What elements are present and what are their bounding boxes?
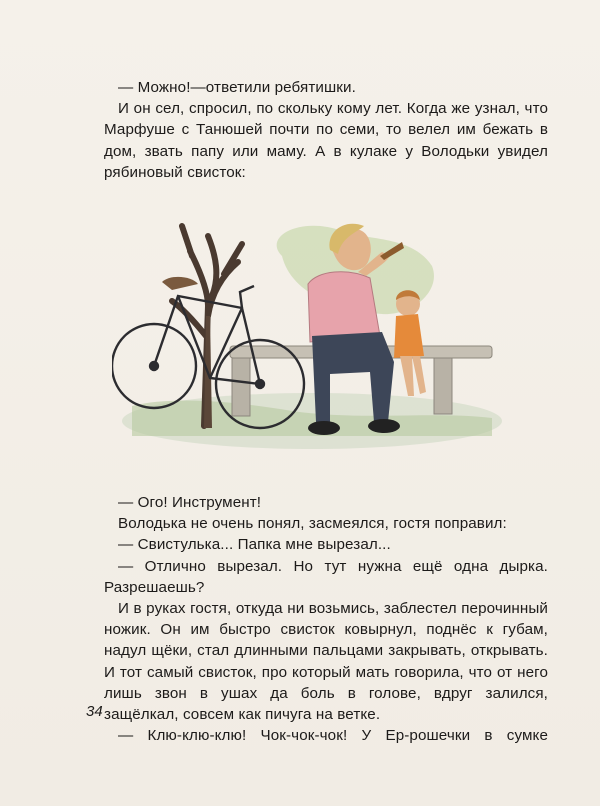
- page-number: 34: [86, 703, 103, 720]
- paragraph: — Свистулька... Папка мне вырезал...: [118, 536, 391, 554]
- paragraph: — Ого! Инструмент!: [118, 494, 262, 511]
- paragraph: — Отлично вырезал. Но тут нужна ещё одна дырка. Разрешаешь?: [104, 557, 548, 596]
- paragraph: — Клю-клю-клю! Чок-чок-чок! У Ер-рошечки в сумке: [118, 727, 548, 745]
- paragraph: Володька не очень понял, засмеялся, гостя поправил:: [118, 515, 507, 533]
- bottom-text-block: [104, 492, 548, 746]
- top-text-block: [104, 77, 548, 183]
- paragraph: И в руках гостя, откуда ни возьмись, заблестел перочинный ножик. Он им быстро свисток ковырнул, поднёс к губам, надул щёки, стал длинными пальцами закрывать, открывать. И тот самый свисток, про который мать говорила, что от него лишь звон в ушах да боль в голове, вдруг залился, защёлкал, совсем как пичуга на ветке.: [104, 600, 548, 724]
- paragraph: И он сел, спросил, по скольку кому лет. Когда же узнал, что Марфуше с Танюшей почти по семи, то велел им бежать в дом, звать папу или маму. А в кулаке у Володьки увидел рябиновый свисток:: [104, 100, 548, 181]
- paragraph: — Можно!—ответили ребятишки.: [118, 79, 356, 96]
- illustration-man-boy-bicycle: [112, 196, 512, 466]
